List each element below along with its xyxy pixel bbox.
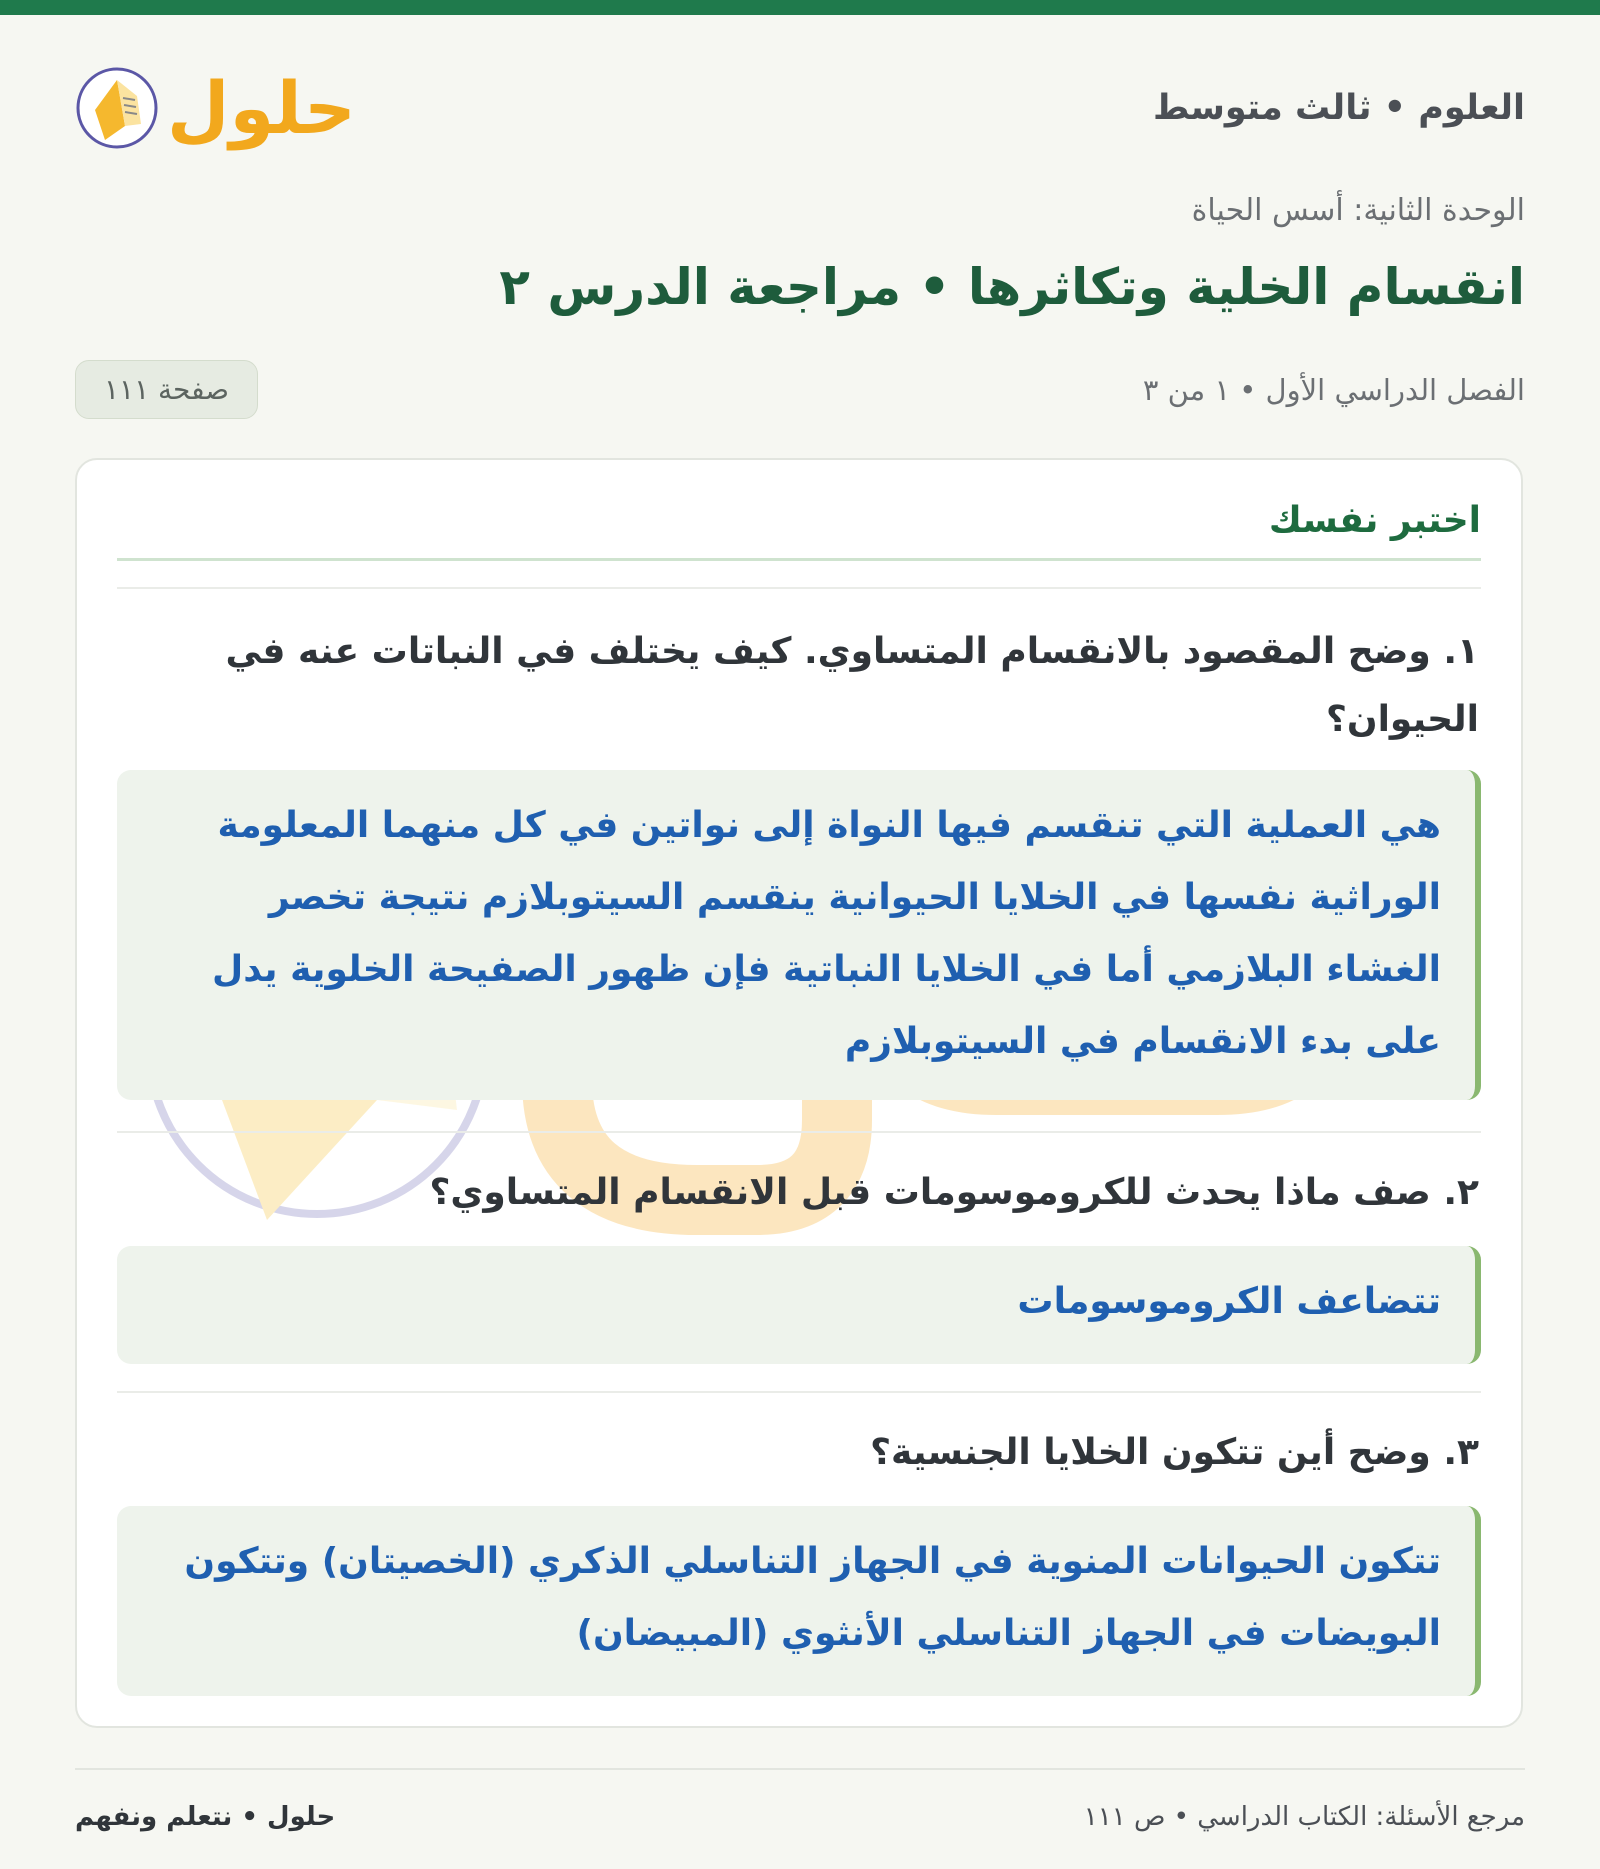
page-footer [75, 1792, 1525, 1842]
question-3: ٣. وضح أين تتكون الخلايا الجنسية؟ [870, 1432, 1479, 1473]
question-2: ٢. صف ماذا يحدث للكروموسومات قبل الانقسام المتساوي؟ [429, 1172, 1479, 1213]
footer-divider [75, 1768, 1525, 1770]
divider [117, 1131, 1481, 1133]
section-header [117, 500, 1481, 561]
page-number-badge: صفحة ١١١ [75, 360, 258, 419]
answer-3: تتكون الحيوانات المنوية في الجهاز التناسلي الذكري (الخصيتان) وتتكون البويضات في الجهاز التناسلي الأنثوي (المبيضان) [117, 1506, 1481, 1696]
top-accent-bar [0, 0, 1600, 15]
meta-row [75, 357, 1525, 422]
term-label: الفصل الدراسي الأول • ١ من ٣ [1142, 372, 1525, 407]
page-title: انقسام الخلية وتكاثرها • مراجعة الدرس ٢ [499, 258, 1525, 316]
divider [117, 587, 1481, 589]
question-1: ١. وضح المقصود بالانقسام المتساوي. كيف يختلف في النباتات عنه في الحيوان؟ [225, 631, 1479, 740]
page-header [75, 50, 1525, 165]
section-title: اختبر نفسك [1268, 500, 1481, 541]
answer-1: هي العملية التي تنقسم فيها النواة إلى نواتين في كل منهما المعلومة الوراثية نفسها في الخلايا الحيوانية ينقسم السيتوبلازم نتيجة تخصر الغشاء البلازمي أما في الخلايا النباتية فإن ظهور الصفيحة الخلوية يدل على بدء الانقسام في السيتوبلازم [117, 770, 1481, 1100]
logo-text: حلول [167, 65, 356, 150]
book-icon [75, 66, 159, 150]
subject-title: العلوم • ثالث متوسط [1153, 87, 1525, 128]
unit-label: الوحدة الثانية: أسس الحياة [1191, 193, 1525, 228]
divider [117, 1391, 1481, 1393]
questions-card [75, 458, 1523, 1728]
footer-brand: حلول • نتعلم ونفهم [75, 1802, 336, 1832]
footer-reference: مرجع الأسئلة: الكتاب الدراسي • ص ١١١ [1083, 1802, 1525, 1832]
hulul-logo[interactable] [75, 66, 356, 150]
answer-2: تتضاعف الكروموسومات [117, 1246, 1481, 1364]
